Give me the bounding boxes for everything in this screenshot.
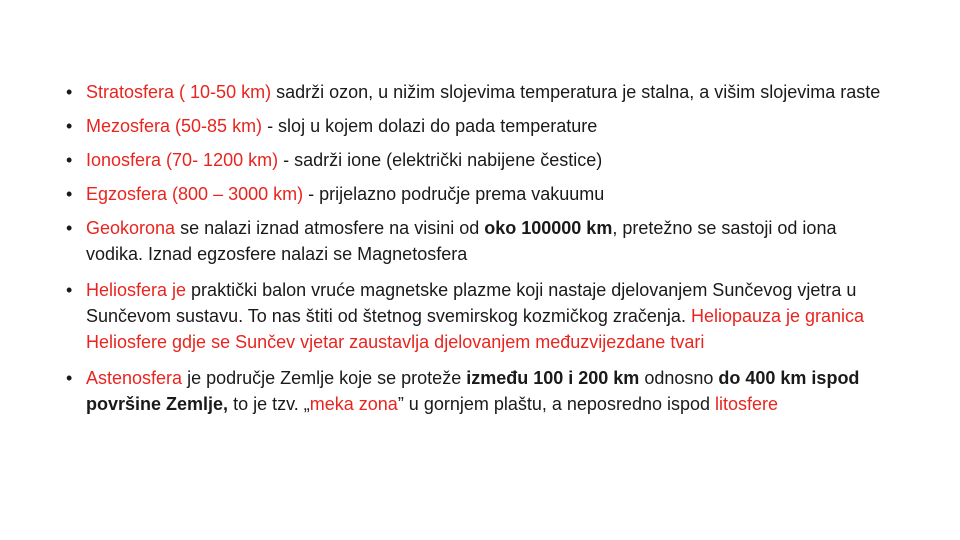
bullet-list xyxy=(66,79,886,417)
bullet-dot-icon: • xyxy=(66,116,73,136)
text-ionosfera: - sadrži ione (električki nabijene čestice) xyxy=(278,150,603,170)
emphasis-astenosfera-depth: do 400 km ispod površine Zemlje, xyxy=(86,368,860,414)
term-stratosfera: Stratosfera ( 10-50 km) xyxy=(86,82,272,102)
text-stratosfera: sadrži ozon, u nižim slojevima temperatura je stalna, a višim slojevima raste xyxy=(271,82,881,102)
text-astenosfera-1: je područje Zemlje koje se proteže xyxy=(182,368,467,388)
term-ionosfera: Ionosfera (70- 1200 km) xyxy=(86,150,279,170)
text-geokorona-1: se nalazi iznad atmosfere na visini od xyxy=(175,218,485,238)
bullet-dot-icon: • xyxy=(66,150,73,170)
term-heliopauza: Heliopauza je granica Heliosfere gdje se Sunčev vjetar zaustavlja djelovanjem međuzvijezdane tvari xyxy=(86,306,865,352)
text-egzosfera: - prijelazno područje prema vakuumu xyxy=(303,184,605,204)
text-mezosfera: - sloj u kojem dolazi do pada temperature xyxy=(262,116,598,136)
text-astenosfera-4: ” u gornjem plaštu, a neposredno ispod xyxy=(397,394,716,414)
term-mezosfera: Mezosfera (50-85 km) xyxy=(86,116,263,136)
term-geokorona: Geokorona xyxy=(86,218,176,238)
emphasis-astenosfera-range: između 100 i 200 km xyxy=(466,368,640,388)
bullet-dot-icon: • xyxy=(66,368,73,388)
bullet-stratosfera xyxy=(66,79,886,105)
text-heliosfera: praktički balon vruće magnetske plazme koji nastaje djelovanjem Sunčevog vjetra u Sunčevom sustavu. To nas štiti od štetnog svemirskog kozmičkog zračenja. xyxy=(86,280,857,326)
term-heliosfera: Heliosfera je xyxy=(86,280,187,300)
bullet-dot-icon: • xyxy=(66,184,73,204)
bullet-dot-icon: • xyxy=(66,280,73,300)
bullet-ionosfera xyxy=(66,147,886,173)
text-geokorona-2: , pretežno se sastoji od iona vodika. Iznad egzosfere nalazi se Magnetosfera xyxy=(86,218,837,264)
bullet-dot-icon: • xyxy=(66,82,73,102)
text-astenosfera-3: to je tzv. „ xyxy=(228,394,310,414)
bullet-dot-icon: • xyxy=(66,218,73,238)
emphasis-geokorona-height: oko 100000 km xyxy=(484,218,613,238)
term-litosfera: litosfere xyxy=(715,394,779,414)
bullet-astenosfera xyxy=(66,365,886,417)
text-astenosfera-2: odnosno xyxy=(639,368,719,388)
bullet-heliosfera xyxy=(66,277,886,355)
term-meka-zona: meka zona xyxy=(309,394,398,414)
bullet-mezosfera xyxy=(66,113,886,139)
term-egzosfera: Egzosfera (800 – 3000 km) xyxy=(86,184,304,204)
bullet-egzosfera xyxy=(66,181,886,207)
term-astenosfera: Astenosfera xyxy=(86,368,183,388)
bullet-geokorona xyxy=(66,215,886,267)
